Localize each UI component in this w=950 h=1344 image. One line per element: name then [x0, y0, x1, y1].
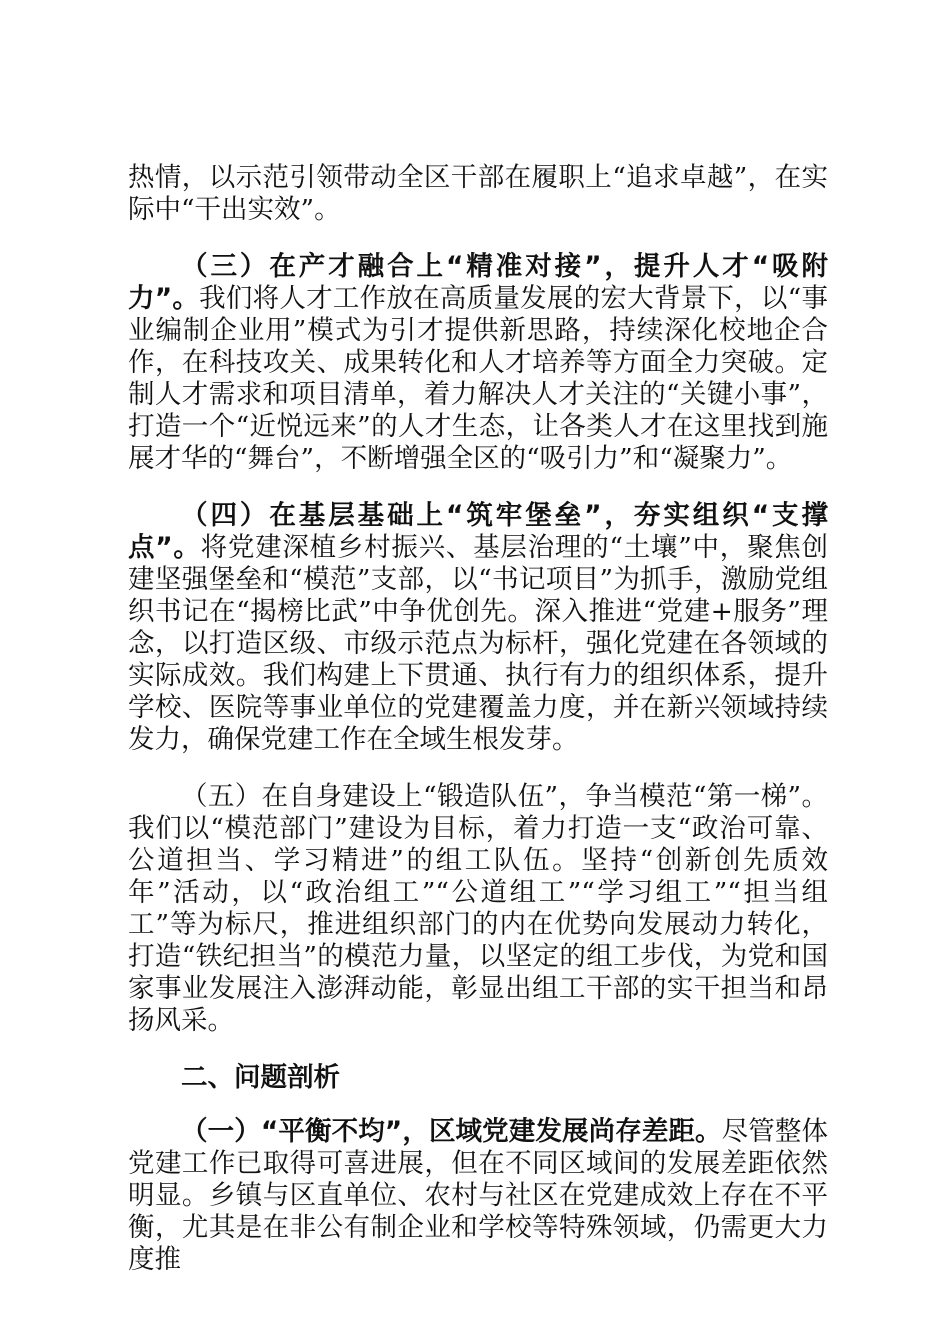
- paragraph-text: 我们将人才工作放在高质量发展的宏大背景下，以“事业编制企业用”模式为引才提供新思路，持续深化校地企合作，在科技攻关、成果转化和人才培养等方面全力突破。定制人才需求和项目清单，着力解决人才关注的“关键小事”，打造一个“近悦远来”的人才生态，让各类人才在这里找到施展才华的“舞台”，不断增强全区的“吸引力”和“凝聚力”。: [128, 283, 828, 474]
- paragraph-imbalance: [128, 1116, 828, 1276]
- paragraph-heading: （三）在产才融合上“精准对接”，提升人才“吸附力”。: [128, 251, 828, 314]
- paragraph-text: 尽管整体党建工作已取得可喜进展，但在不同区域间的发展差距依然明显。乡镇与区直单位、农村与社区在党建成效上存在不平衡，尤其是在非公有制企业和学校等特殊领域，仍需更大力度推: [128, 1116, 829, 1275]
- paragraph-grassroots: [128, 500, 828, 756]
- paragraph-text: 热情，以示范引领带动全区干部在履职上“追求卓越”，在实际中“干出实效”。: [128, 162, 828, 225]
- paragraph-heading: （一）“平衡不均”，区域党建发展尚存差距。: [181, 1116, 722, 1147]
- paragraph-text: 将党建深植乡村振兴、基层治理的“土壤”中，聚焦创建坚强堡垒和“模范”支部，以“书记项目”为抓手，激励党组织书记在“揭榜比武”中争优创先。深入推进“党建+服务”理念，以打造区级、市级示范点为标杆，强化党建在各领域的实际成效。我们构建上下贯通、执行有力的组织体系，提升学校、医院等事业单位的党建覆盖力度，并在新兴领域持续发力，确保党建工作在全域生根发芽。: [128, 532, 828, 755]
- paragraph-heading: （四）在基层基础上“筑牢堡垒”，夯实组织“支撑点”。: [128, 500, 828, 563]
- paragraph-talent-integration: [128, 251, 828, 475]
- paragraph-text: （五）在自身建设上“锻造队伍”，争当模范“第一梯”。我们以“模范部门”建设为目标，着力打造一支“政治可靠、公道担当、学习精进”的组工队伍。坚持“创新创先质效年”活动，以“政治组工”“公道组工”“学习组工”“担当组工”等为标尺，推进组织部门的内在优势向发展动力转化，打造“铁纪担当”的模范力量，以坚定的组工步伐，为党和国家事业发展注入澎湃动能，彰显出组工干部的实干担当和昂扬风采。: [128, 781, 828, 1036]
- paragraph-continuation: [128, 162, 828, 226]
- section-heading: 二、问题剖析: [181, 1062, 340, 1093]
- paragraph-self-building: [128, 781, 828, 1037]
- document-body: [128, 162, 828, 1301]
